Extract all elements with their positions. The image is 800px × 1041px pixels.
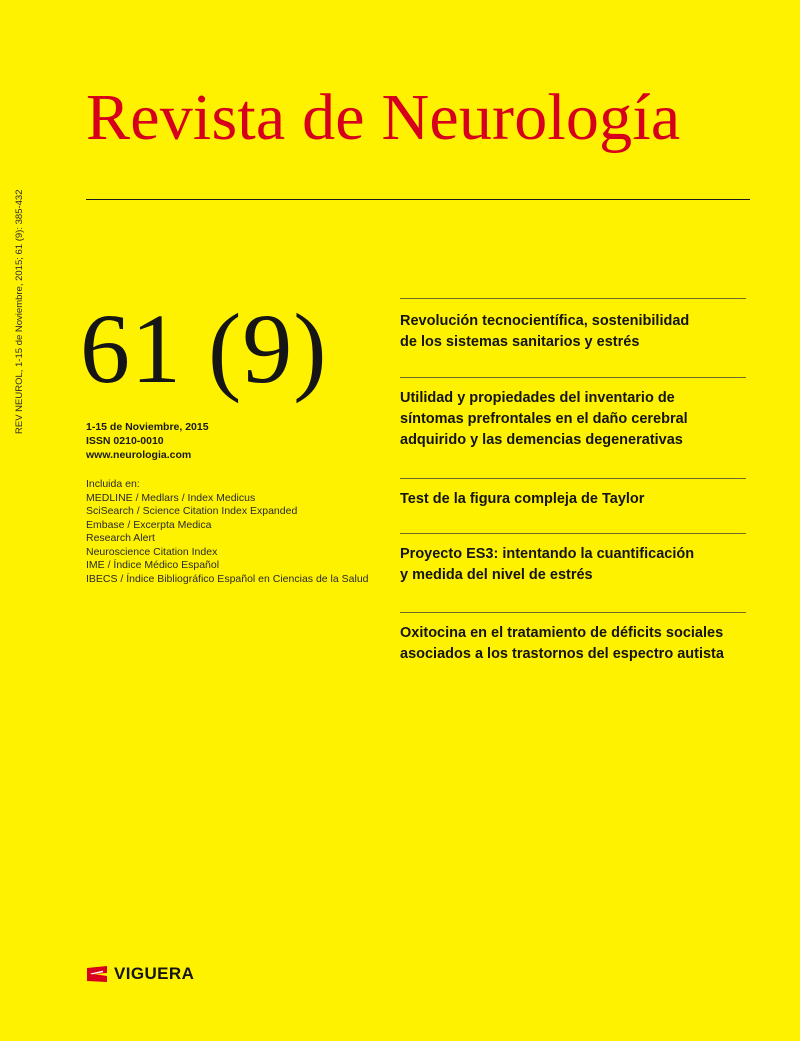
website-link[interactable]: www.neurologia.com — [86, 449, 192, 461]
article-title-line: y medida del nivel de estrés — [400, 567, 593, 583]
index-item: MEDLINE / Medlars / Index Medicus — [86, 491, 256, 504]
side-citation: REV NEUROL, 1-15 de Noviembre, 2015; 61 (9): 385-432 — [14, 189, 25, 434]
article-title-line: Revolución tecnocientífica, sostenibilidad — [400, 313, 690, 329]
index-item: Embase / Excerpta Medica — [86, 518, 212, 531]
article-item — [400, 377, 746, 478]
indexed-heading: Incluida en: — [86, 478, 140, 490]
issue-meta — [86, 420, 326, 462]
index-item: SciSearch / Science Citation Index Expanded — [86, 505, 298, 517]
viguera-logo-icon — [86, 965, 108, 983]
index-item: IME / Índice Médico Español — [86, 559, 220, 571]
article-title-line: adquirido y las demencias degenerativas — [400, 432, 683, 448]
journal-title: Revista de Neurología — [86, 81, 681, 154]
article-title-line: síntomas prefrontales en el daño cerebral — [400, 411, 688, 427]
article-item — [400, 478, 746, 533]
title-divider — [86, 199, 750, 200]
article-title-line: Test de la figura compleja de Taylor — [400, 491, 645, 507]
indexed-in-list — [86, 478, 376, 586]
article-title-line: de los sistemas sanitarios y estrés — [400, 334, 640, 350]
publisher-logo — [86, 964, 194, 984]
index-item: Neuroscience Citation Index — [86, 545, 218, 558]
publisher-name: VIGUERA — [114, 964, 195, 983]
article-item — [400, 612, 746, 673]
article-item — [400, 533, 746, 612]
article-item — [400, 298, 746, 377]
index-item: IBECS / Índice Bibliográfico Español en Ciencias de la Salud — [86, 572, 369, 585]
index-item: Research Alert — [86, 532, 155, 544]
article-title-line: Utilidad y propiedades del inventario de — [400, 390, 675, 406]
issue-number: 61 (9) — [80, 293, 328, 404]
article-title-line: Proyecto ES3: intentando la cuantificación — [400, 546, 695, 562]
article-list — [400, 298, 746, 673]
issn: ISSN 0210-0010 — [86, 435, 164, 447]
article-title-line: Oxitocina en el tratamiento de déficits sociales — [400, 625, 724, 641]
article-title-line: asociados a los trastornos del espectro autista — [400, 646, 724, 662]
issue-date: 1-15 de Noviembre, 2015 — [86, 421, 209, 433]
